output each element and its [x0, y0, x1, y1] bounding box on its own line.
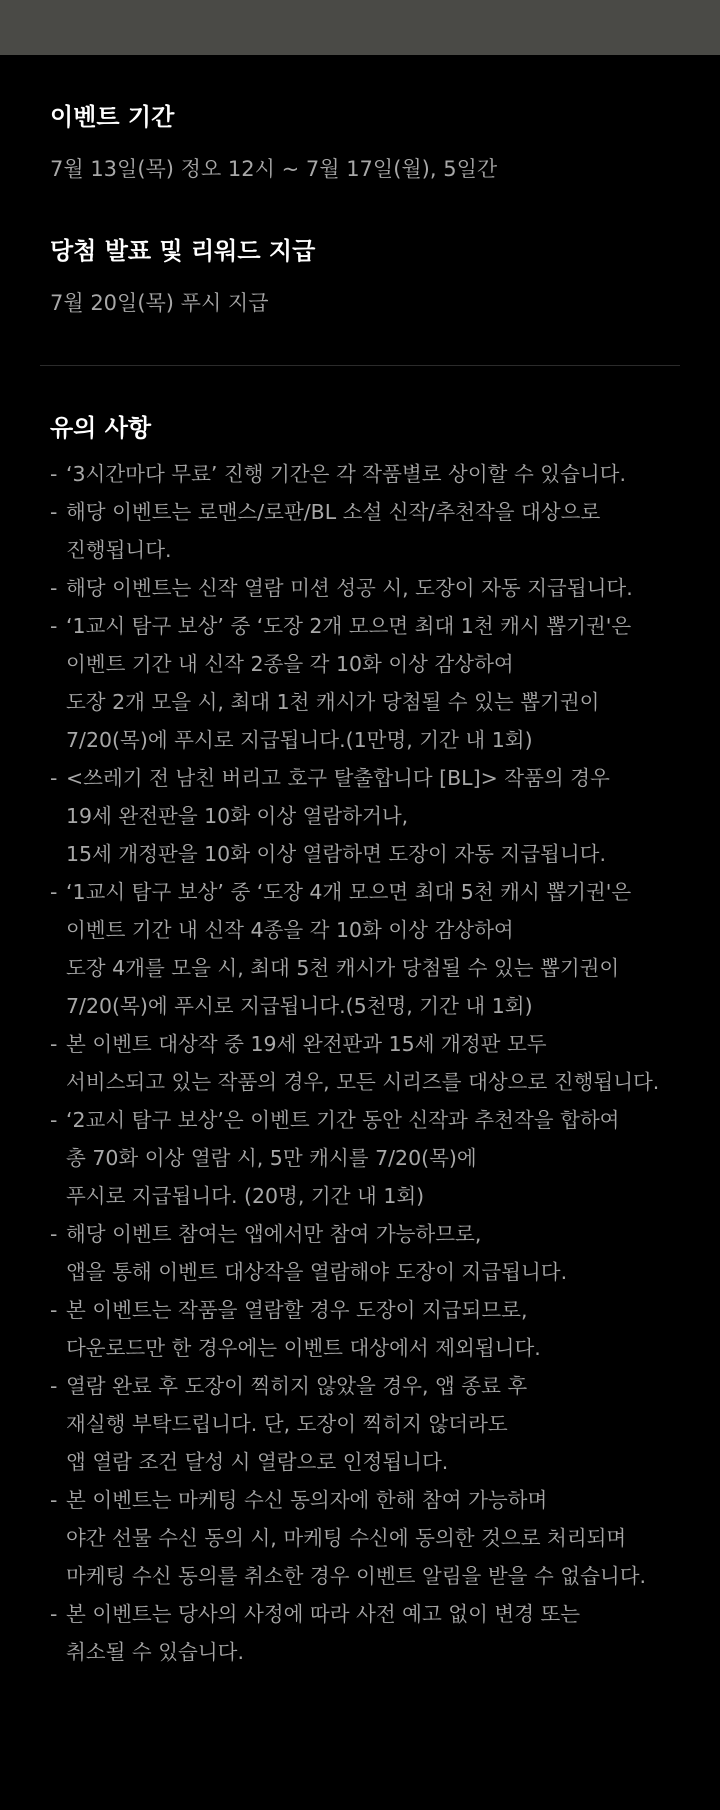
notice-item-dash: - [50, 462, 58, 486]
notice-item-line: ‘3시간마다 무료’ 진행 기간은 각 작품별로 상이할 수 있습니다. [66, 462, 626, 486]
notice-item-line: <쓰레기 전 남친 버리고 호구 탈출합니다 [BL]> 작품의 경우 [66, 766, 610, 790]
section-divider [40, 365, 680, 366]
announcement-text: 7월 20일(목) 푸시 지급 [50, 291, 269, 315]
notice-item-dash: - [50, 880, 58, 904]
notice-item-dash: - [50, 614, 58, 638]
notice-item-line: 도장 4개를 모을 시, 최대 5천 캐시가 당첨될 수 있는 뽑기권이 [66, 956, 620, 980]
notice-item [50, 493, 690, 569]
notice-item-line: ‘1교시 탐구 보상’ 중 ‘도장 2개 모으면 최대 1천 캐시 뽑기권'은 [66, 614, 632, 638]
top-bar [0, 0, 720, 55]
notice-item-line: 15세 개정판을 10화 이상 열람하면 도장이 자동 지급됩니다. [66, 842, 606, 866]
notice-item-line: 7/20(목)에 푸시로 지급됩니다.(5천명, 기간 내 1회) [66, 994, 533, 1018]
notice-item [50, 1101, 690, 1215]
notice-item-line: 해당 이벤트는 신작 열람 미션 성공 시, 도장이 자동 지급됩니다. [66, 576, 633, 600]
notice-item-line: 마케팅 수신 동의를 취소한 경우 이벤트 알림을 받을 수 없습니다. [66, 1564, 647, 1588]
notice-item-line: 본 이벤트 대상작 중 19세 완전판과 15세 개정판 모두 [66, 1032, 547, 1056]
notice-item-line: 해당 이벤트는 로맨스/로판/BL 소설 신작/추천작을 대상으로 [66, 500, 601, 524]
notice-item-line: 도장 2개 모을 시, 최대 1천 캐시가 당첨될 수 있는 뽑기권이 [66, 690, 600, 714]
notice-item-dash: - [50, 1374, 58, 1398]
notice-item-line: 앱 열람 조건 달성 시 열람으로 인정됩니다. [66, 1450, 449, 1474]
notice-item [50, 873, 690, 1025]
notice-item-line: 이벤트 기간 내 신작 4종을 각 10화 이상 감상하여 [66, 918, 514, 942]
notice-item-dash: - [50, 1222, 58, 1246]
event-period-title: 이벤트 기간 [50, 103, 175, 131]
notice-item [50, 1215, 690, 1291]
notice-item [50, 569, 690, 607]
notice-item-line: 진행됩니다. [66, 538, 172, 562]
notice-item-dash: - [50, 1602, 58, 1626]
notice-item [50, 1595, 690, 1671]
notice-item-line: 푸시로 지급됩니다. (20명, 기간 내 1회) [66, 1184, 425, 1208]
event-period-text: 7월 13일(목) 정오 12시 ~ 7월 17일(월), 5일간 [50, 157, 498, 181]
notice-item-line: ‘1교시 탐구 보상’ 중 ‘도장 4개 모으면 최대 5천 캐시 뽑기권'은 [66, 880, 632, 904]
notice-list [50, 455, 690, 1671]
notice-item-dash: - [50, 1298, 58, 1322]
notice-item-line: 다운로드만 한 경우에는 이벤트 대상에서 제외됩니다. [66, 1336, 541, 1360]
notice-item [50, 607, 690, 759]
notice-item [50, 1481, 690, 1595]
notice-item [50, 1291, 690, 1367]
notice-item-dash: - [50, 1032, 58, 1056]
notice-item-dash: - [50, 766, 58, 790]
notice-item-dash: - [50, 1488, 58, 1512]
notice-item-line: 이벤트 기간 내 신작 2종을 각 10화 이상 감상하여 [66, 652, 514, 676]
notice-item-line: 앱을 통해 이벤트 대상작을 열람해야 도장이 지급됩니다. [66, 1260, 568, 1284]
notice-item-line: 취소될 수 있습니다. [66, 1640, 244, 1664]
notice-item-line: 19세 완전판을 10화 이상 열람하거나, [66, 804, 409, 828]
notice-item-line: 야간 선물 수신 동의 시, 마케팅 수신에 동의한 것으로 처리되며 [66, 1526, 627, 1550]
notice-item-dash: - [50, 500, 58, 524]
notice-item-dash: - [50, 1108, 58, 1132]
notice-item-line: 총 70화 이상 열람 시, 5만 캐시를 7/20(목)에 [66, 1146, 477, 1170]
notice-item [50, 455, 690, 493]
notice-item-line: 본 이벤트는 마케팅 수신 동의자에 한해 참여 가능하며 [66, 1488, 548, 1512]
notice-item-line: 열람 완료 후 도장이 찍히지 않았을 경우, 앱 종료 후 [66, 1374, 528, 1398]
notice-item-line: 본 이벤트는 당사의 사정에 따라 사전 예고 없이 변경 또는 [66, 1602, 581, 1626]
notice-item [50, 1025, 690, 1101]
notice-title: 유의 사항 [50, 414, 152, 442]
notice-item-line: 서비스되고 있는 작품의 경우, 모든 시리즈를 대상으로 진행됩니다. [66, 1070, 660, 1094]
notice-item-line: 7/20(목)에 푸시로 지급됩니다.(1만명, 기간 내 1회) [66, 728, 533, 752]
notice-item-line: 재실행 부탁드립니다. 단, 도장이 찍히지 않더라도 [66, 1412, 508, 1436]
notice-item [50, 1367, 690, 1481]
notice-item-line: 본 이벤트는 작품을 열람할 경우 도장이 지급되므로, [66, 1298, 528, 1322]
notice-item-line: 해당 이벤트 참여는 앱에서만 참여 가능하므로, [66, 1222, 482, 1246]
notice-item-dash: - [50, 576, 58, 600]
notice-item [50, 759, 690, 873]
notice-item-line: ‘2교시 탐구 보상’은 이벤트 기간 동안 신작과 추천작을 합하여 [66, 1108, 620, 1132]
announcement-title: 당첨 발표 및 리워드 지급 [50, 237, 316, 265]
